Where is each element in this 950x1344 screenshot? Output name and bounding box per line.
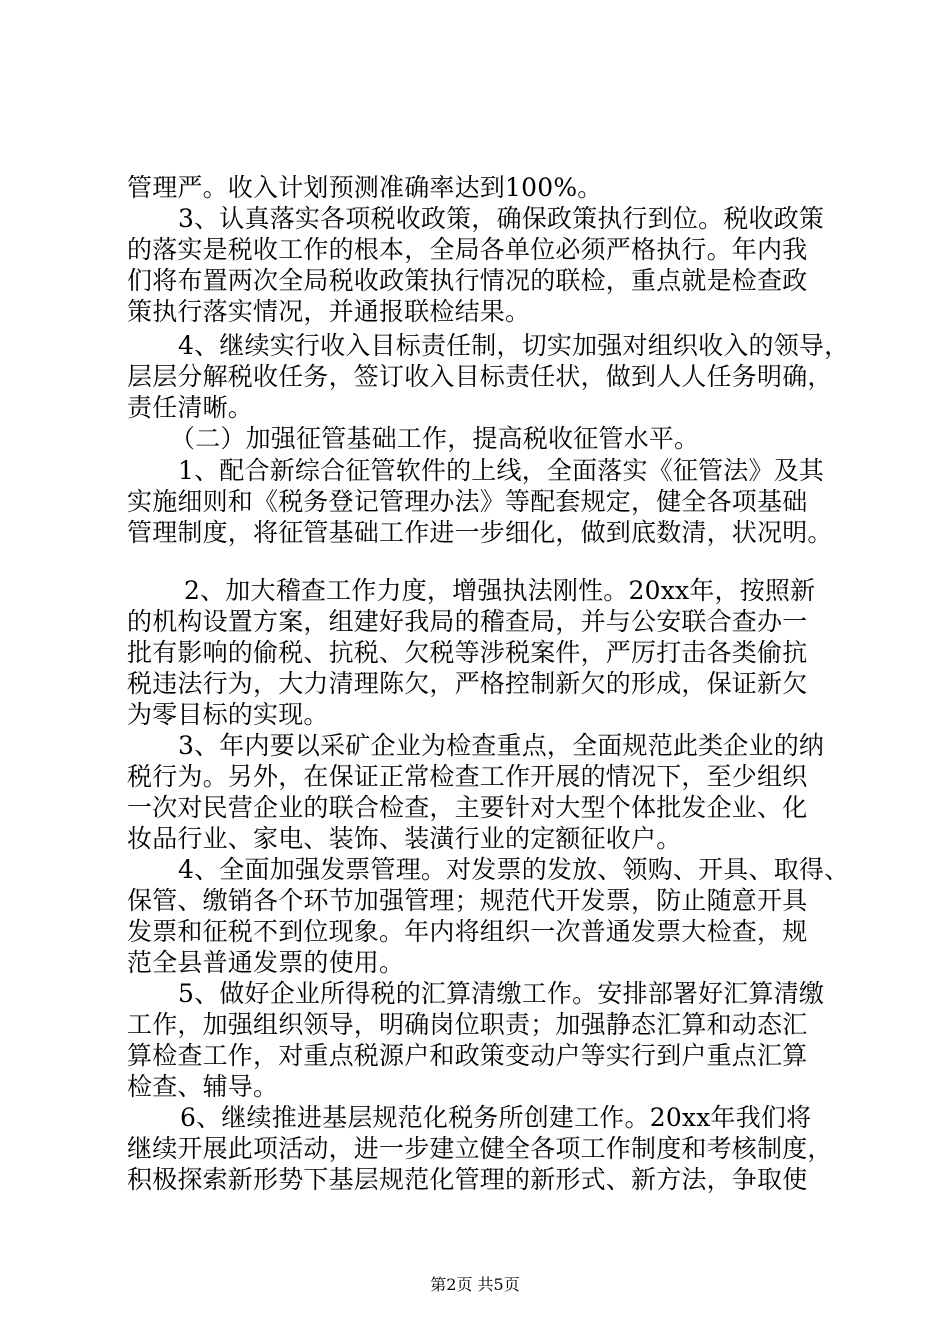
body-line: 批有影响的偷税、抗税、欠税等涉税案件，严厉打击各类偷抗 xyxy=(127,638,808,667)
body-line: 实施细则和《税务登记管理办法》等配套规定，健全各项基础 xyxy=(127,487,808,516)
body-line: 检查、辅导。 xyxy=(127,1072,279,1101)
body-line: 1、配合新综合征管软件的上线，全面落实《征管法》及其 xyxy=(178,456,825,485)
body-line: 税违法行为，大力清理陈欠，严格控制新欠的形成，保证新欠 xyxy=(127,669,808,698)
body-line: 们将布置两次全局税收政策执行情况的联检，重点就是检查政 xyxy=(127,266,808,295)
body-line: 保管、缴销各个环节加强管理；规范代开发票，防止随意开具 xyxy=(127,886,808,915)
page-footer: 第2页 共5页 xyxy=(430,1275,520,1294)
body-line: 5、做好企业所得税的汇算清缴工作。安排部署好汇算清缴 xyxy=(178,979,825,1008)
body-line: 的落实是税收工作的根本，全局各单位必须严格执行。年内我 xyxy=(127,235,808,264)
body-line: 一次对民营企业的联合检查，主要针对大型个体批发企业、化 xyxy=(127,793,808,822)
body-line: 2、加大稽查工作力度，增强执法刚性。20xx年，按照新 xyxy=(184,576,816,605)
body-line: 6、继续推进基层规范化税务所创建工作。20xx年我们将 xyxy=(180,1103,812,1132)
body-line: 继续开展此项活动，进一步建立健全各项工作制度和考核制度， xyxy=(127,1134,833,1163)
section-heading: （二）加强征管基础工作，提高税收征管水平。 xyxy=(170,424,700,453)
body-line: 发票和征税不到位现象。年内将组织一次普通发票大检查，规 xyxy=(127,917,808,946)
body-line: 为零目标的实现。 xyxy=(127,700,329,729)
body-line: 妆品行业、家电、装饰、装潢行业的定额征收户。 xyxy=(127,824,682,853)
body-line: 责任清晰。 xyxy=(127,393,254,422)
body-line: 工作，加强组织领导，明确岗位职责；加强静态汇算和动态汇 xyxy=(127,1010,808,1039)
body-line: 管理严。收入计划预测准确率达到100%。 xyxy=(127,173,603,202)
body-line: 策执行落实情况，并通报联检结果。 xyxy=(127,297,531,326)
body-line: 3、认真落实各项税收政策，确保政策执行到位。税收政策 xyxy=(178,204,825,233)
body-line: 4、继续实行收入目标责任制，切实加强对组织收入的领导， xyxy=(178,331,850,360)
body-line: 3、年内要以采矿企业为检查重点，全面规范此类企业的纳 xyxy=(178,731,825,760)
body-line: 的机构设置方案，组建好我局的稽查局，并与公安联合查办一 xyxy=(127,607,808,636)
body-line: 积极探索新形势下基层规范化管理的新形式、新方法，争取使 xyxy=(127,1165,808,1194)
body-line: 算检查工作，对重点税源户和政策变动户等实行到户重点汇算 xyxy=(127,1041,808,1070)
body-line: 管理制度，将征管基础工作进一步细化，做到底数清，状况明。 xyxy=(127,518,833,547)
body-line: 范全县普通发票的使用。 xyxy=(127,948,405,977)
body-line: 4、全面加强发票管理。对发票的发放、领购、开具、取得、 xyxy=(178,855,850,884)
body-line: 层层分解税收任务，签订收入目标责任状，做到人人任务明确， xyxy=(127,362,833,391)
body-line: 税行为。另外，在保证正常检查工作开展的情况下，至少组织 xyxy=(127,762,808,791)
